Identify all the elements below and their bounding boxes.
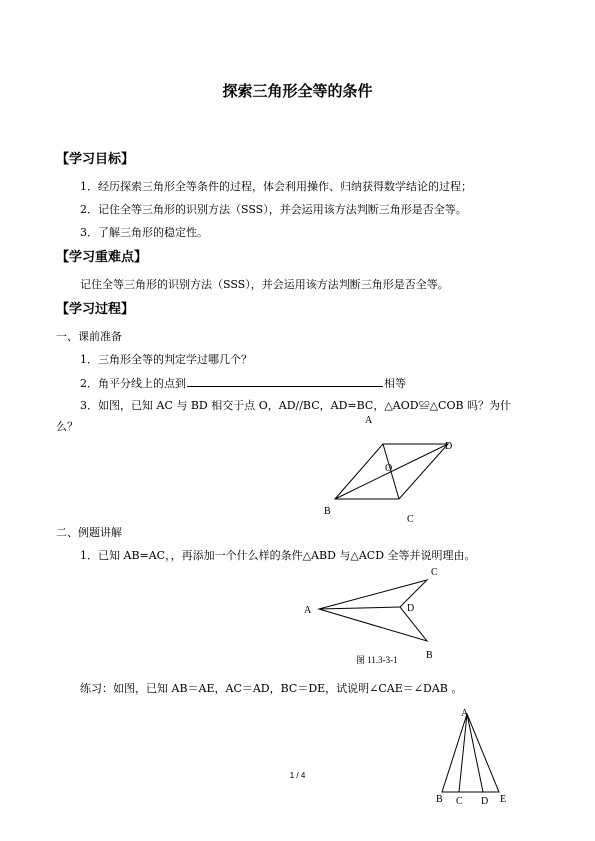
practice-problem: 练习：如图，已知 AB＝AE，AC＝AD，BC＝DE，试说明∠CAE＝∠DAB 。 xyxy=(80,682,463,695)
parallelogram-figure xyxy=(318,410,468,530)
fig2-label-a: A xyxy=(304,605,312,616)
q2-text-before: 2．角平分线上的点到 xyxy=(80,377,186,390)
segment-ad xyxy=(467,714,483,792)
objective-item-2: 2．记住全等三角形的识别方法（SSS），并会运用该方法判断三角形是否全等。 xyxy=(80,203,467,216)
fig1-label-a: A xyxy=(365,415,373,426)
process-heading: 【学习过程】 xyxy=(56,302,135,317)
part1-question-3-cont: 么？ xyxy=(56,420,78,433)
fig2-label-b: B xyxy=(426,650,433,661)
objective-item-3: 3．了解三角形的稳定性。 xyxy=(80,226,208,239)
page-number: 1 / 4 xyxy=(289,771,306,780)
part1-question-1: 1．三角形全等的判定学过哪几个？ xyxy=(80,353,252,366)
example-1: 1．已知 AB=AC，，再添加一个什么样的条件△ABD 与△ACD 全等并说明理由。 xyxy=(80,549,476,562)
triangle-figure xyxy=(425,700,525,810)
objective-item-1: 1．经历探索三角形全等条件的过程，体会利用操作、归纳获得数学结论的过程； xyxy=(80,180,472,193)
key-points-heading: 【学习重难点】 xyxy=(56,250,148,265)
figure-caption: 图 11.3-3-1 xyxy=(356,655,398,665)
segment-ad xyxy=(319,607,400,609)
part1-question-3: 3．如图，已知 AC 与 BD 相交于点 O，AD//BC，AD=BC，△AOD≌△COB 吗？为什 xyxy=(80,399,512,412)
page-title: 探索三角形全等的条件 xyxy=(222,82,373,100)
fig1-label-c: C xyxy=(407,514,414,525)
fig2-label-c: C xyxy=(431,567,438,578)
answer-blank[interactable] xyxy=(187,374,383,387)
objectives-heading: 【学习目标】 xyxy=(56,152,135,167)
part1-title: 一、课前准备 xyxy=(56,330,122,343)
fig2-label-d: D xyxy=(407,603,415,614)
fig3-label-b: B xyxy=(436,794,443,805)
q2-text-after: 相等 xyxy=(384,377,406,390)
fig3-label-c: C xyxy=(456,796,463,807)
triangle-abe-outline xyxy=(442,714,499,792)
fig1-label-d: D xyxy=(445,441,453,452)
fig3-label-a: A xyxy=(461,708,469,719)
fig3-label-d: D xyxy=(481,796,489,807)
part1-question-2 xyxy=(80,374,406,391)
arrow-figure xyxy=(295,560,455,665)
fig1-label-b: B xyxy=(324,506,331,517)
key-points-text: 记住全等三角形的识别方法（SSS），并会运用该方法判断三角形是否全等。 xyxy=(80,278,449,291)
fig3-label-e: E xyxy=(500,794,507,805)
fig1-label-o: O xyxy=(385,463,393,474)
part2-title: 二、例题讲解 xyxy=(56,526,122,539)
